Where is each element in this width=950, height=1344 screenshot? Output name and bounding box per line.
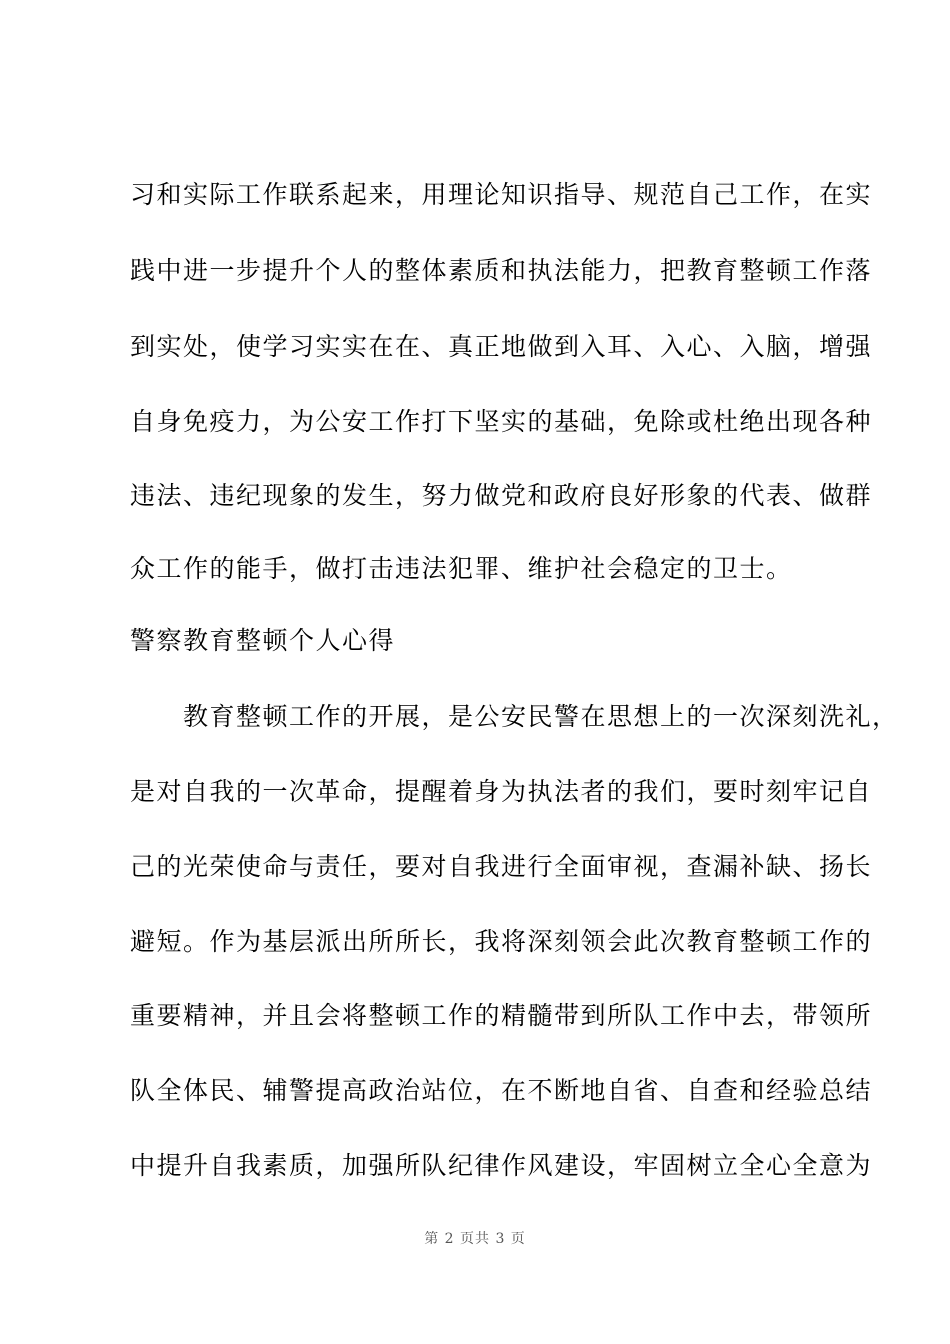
page-number-footer: 第 2 页共 3 页: [424, 1231, 526, 1247]
paragraph-line: 避短。作为基层派出所所长，我将深刻领会此次教育整顿工作的: [130, 927, 873, 956]
paragraph-line: 自身免疫力，为公安工作打下坚实的基础，免除或杜绝出现各种: [130, 407, 873, 436]
paragraph-line: 违法、违纪现象的发生，努力做党和政府良好形象的代表、做群: [130, 481, 873, 510]
paragraph-line: 众工作的能手，做打击违法犯罪、维护社会稳定的卫士。: [130, 554, 793, 583]
paragraph-line: 践中进一步提升个人的整体素质和执法能力，把教育整顿工作落: [130, 256, 873, 285]
paragraph-line: 队全体民、辅警提高政治站位，在不断地自省、自查和经验总结: [130, 1076, 873, 1105]
section-heading: 警察教育整顿个人心得: [130, 626, 396, 655]
paragraph-line: 到实处，使学习实实在在、真正地做到入耳、入心、入脑，增强: [130, 332, 873, 361]
paragraph-line: 中提升自我素质，加强所队纪律作风建设，牢固树立全心全意为: [130, 1151, 873, 1180]
paragraph-line: 习和实际工作联系起来，用理论知识指导、规范自己工作，在实: [130, 180, 873, 209]
paragraph-line: 是对自我的一次革命，提醒着身为执法者的我们，要时刻牢记自: [130, 777, 873, 806]
paragraph-line: 教育整顿工作的开展，是公安民警在思想上的一次深刻洗礼，: [130, 702, 899, 731]
paragraph-line: 己的光荣使命与责任，要对自我进行全面审视，查漏补缺、扬长: [130, 852, 873, 881]
paragraph-line: 重要精神，并且会将整顿工作的精髓带到所队工作中去，带领所: [130, 1001, 873, 1030]
